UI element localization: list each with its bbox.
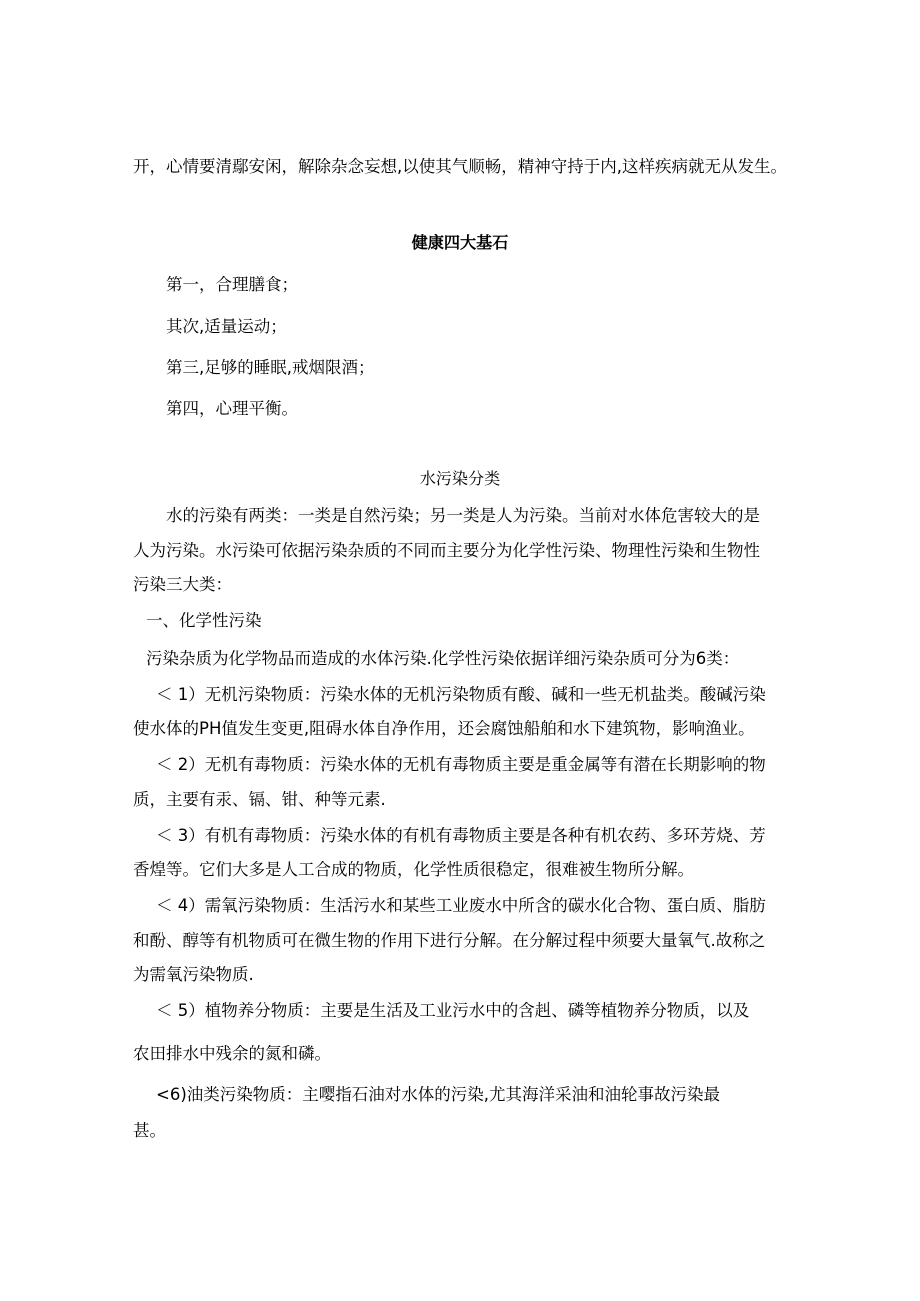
item-6-line-1: <6)油类污染物质：主嘤指石油对水体的污染,尤其海洋采油和油轮事故污染最 <box>156 1085 721 1104</box>
water-intro-line-1: 水的污染有两类：一类是自然污染；另一类是人为污染。当前对水体危害较大的是 <box>166 506 760 525</box>
item-5-line-1: ＜ 5）植物养分物质：主要是生活及工业污水中的含赳、磷等植物养分物质，以及 <box>156 1001 750 1020</box>
item-3-line-2: 香煌等。它们大多是人工合成的物质，化学性质很稳定，很难被生物所分解。 <box>133 860 694 879</box>
health-item-2: 其次,适量运动； <box>166 317 287 336</box>
item-4-line-3: 为需氧污染物质. <box>133 965 254 984</box>
item-6-line-2: 甚。 <box>133 1121 166 1140</box>
item-1-line-2: 使水体的PH值发生变更,阻碍水体自净作用，还会腐蚀船舶和水下建筑物，影响渔业。 <box>133 719 755 738</box>
water-title: 水污染分类 <box>419 469 501 488</box>
health-title: 健康四大基石 <box>411 233 509 252</box>
section-intro: 污染杂质为化学物品而造成的水体污染.化学性污染依据详细污染杂质可分为6类： <box>146 649 740 668</box>
intro-line: 开，心情要清鄢安闲，解除杂念妄想,以使其气顺畅，精神守持于内,这样疾病就无从发生。 <box>133 157 787 176</box>
health-item-4: 第四，心理平衡。 <box>166 399 298 418</box>
section-heading: 一、化学性污染 <box>146 611 262 630</box>
health-item-1: 第一，合理膳食； <box>166 275 298 294</box>
item-1-line-1: ＜ 1）无机污染物质：污染水体的无机污染物质有酸、碱和一些无机盐类。酸碱污染 <box>156 685 766 704</box>
water-intro-line-2: 人为污染。水污染可依据污染杂质的不同而主要分为化学性污染、物理性污染和生物性 <box>133 541 760 560</box>
item-5-line-2: 农田排水中残余的氮和磷。 <box>133 1044 331 1063</box>
water-intro-line-3: 污染三大类： <box>133 575 232 594</box>
item-3-line-1: ＜ 3）有机有毒物质：污染水体的有机有毒物质主要是各种有机农药、多环芳烧、芳 <box>156 826 766 845</box>
item-4-line-1: ＜ 4）需氧污染物质：生活污水和某些工业废水中所含的碳水化合物、蛋白质、脂肪 <box>156 896 766 915</box>
item-2-line-1: ＜ 2）无机有毒物质：污染水体的无机有毒物质主要是重金属等有潜在长期影响的物 <box>156 755 766 774</box>
item-4-line-2: 和酚、醇等有机物质可在微生物的作用下进行分解。在分解过程中须要大量氧气.故称之 <box>133 931 766 950</box>
health-item-3: 第三,足够的睡眠,戒烟限酒； <box>166 358 375 377</box>
item-2-line-2: 质，主要有汞、镉、钳、种等元素. <box>133 790 386 809</box>
